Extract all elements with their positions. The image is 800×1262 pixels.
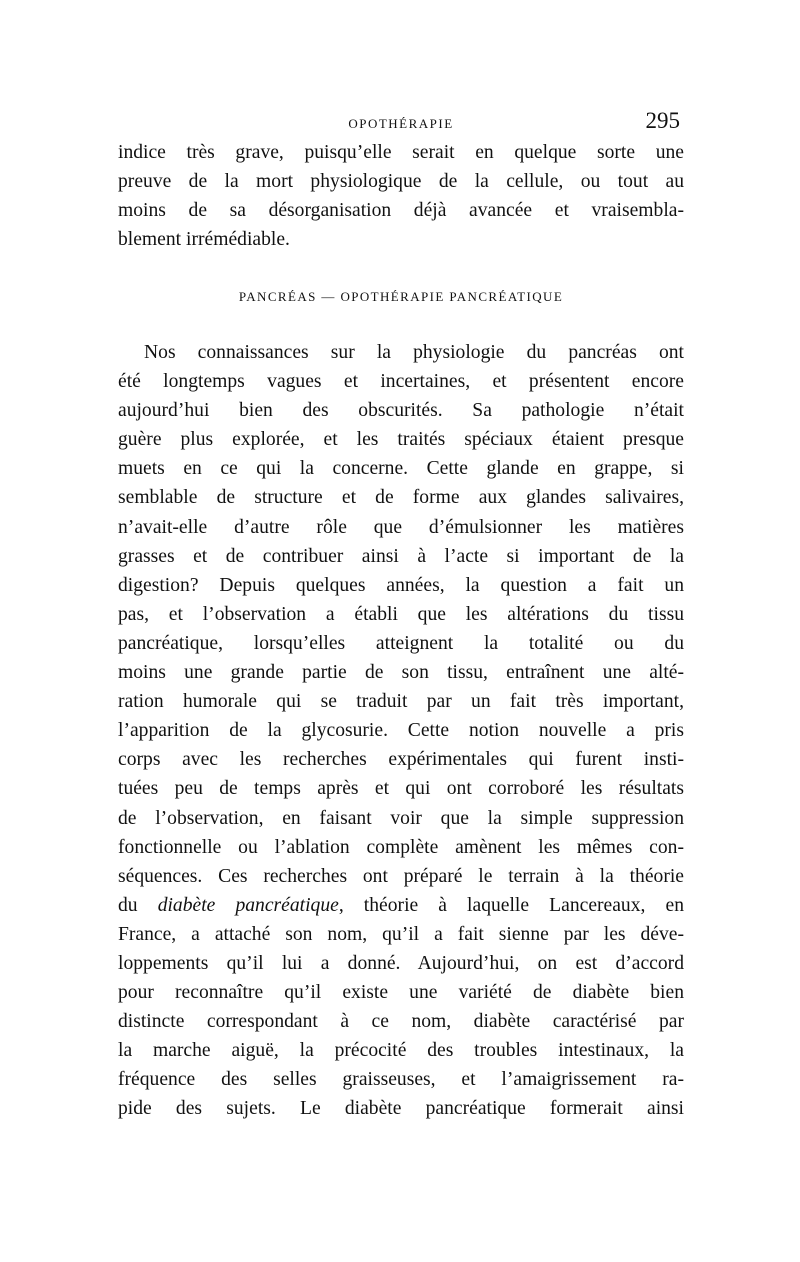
running-head xyxy=(118,108,684,138)
text-line: moins une grande partie de son tissu, entraînent une alté- xyxy=(118,662,684,684)
text-line: digestion? Depuis quelques années, la question a fait un xyxy=(118,574,684,596)
text-line: aujourd’hui bien des obscurités. Sa pathologie n’était xyxy=(118,400,684,422)
text-line: indice très grave, puisqu’elle serait en quelque sorte une xyxy=(118,142,684,163)
text-line: pas, et l’observation a établi que les altérations du tissu xyxy=(118,603,684,625)
paragraph-continuation xyxy=(118,138,684,254)
text-fragment: du xyxy=(118,894,158,916)
text-line: semblable de structure et de forme aux glandes salivaires, xyxy=(118,487,684,509)
text-line: n’avait-elle d’autre rôle que d’émulsionner les matières xyxy=(118,516,684,538)
text-line: distincte correspondant à ce nom, diabète caractérisé par xyxy=(118,1011,684,1033)
text-line: pour reconnaître qu’il existe une variété de diabète bien xyxy=(118,982,684,1004)
running-title: OPOTHÉRAPIE xyxy=(348,116,454,131)
italic-term: diabète pancréatique xyxy=(157,894,339,916)
text-line: Nos connaissances sur la physiologie du pancréas ont xyxy=(144,342,684,363)
text-line: été longtemps vagues et incertaines, et présentent encore xyxy=(118,371,684,393)
text-line: la marche aiguë, la précocité des troubles intestinaux, la xyxy=(118,1040,684,1062)
text-line: muets en ce qui la concerne. Cette glande en grappe, si xyxy=(118,458,684,480)
text-line: blement irrémédiable. xyxy=(118,229,290,251)
text-line: pide des sujets. Le diabète pancréatique formerait ainsi xyxy=(118,1098,684,1120)
text-line: corps avec les recherches expérimentales qui furent insti- xyxy=(118,749,684,771)
text-line: ration humorale qui se traduit par un fait très important, xyxy=(118,691,684,713)
text-line: fonctionnelle ou l’ablation complète amènent les mêmes con- xyxy=(118,836,684,858)
text-line: moins de sa désorganisation déjà avancée et vraisembla- xyxy=(118,200,684,222)
text-line: guère plus explorée, et les traités spéciaux étaient presque xyxy=(118,429,684,451)
section-heading: PANCRÉAS — OPOTHÉRAPIE PANCRÉATIQUE xyxy=(238,289,564,304)
text-line: preuve de la mort physiologique de la cellule, ou tout au xyxy=(118,171,684,193)
text-line: séquences. Ces recherches ont préparé le terrain à la théorie xyxy=(118,865,684,887)
text-line: loppements qu’il lui a donné. Aujourd’hui, on est d’accord xyxy=(118,952,684,974)
text-fragment: , théorie à laquelle Lancereaux, en xyxy=(338,894,684,916)
page-number: 295 xyxy=(645,108,680,133)
text-line-with-italic xyxy=(118,891,684,920)
text-line: de l’observation, en faisant voir que la simple suppression xyxy=(118,807,684,829)
text-line: fréquence des selles graisseuses, et l’amaigrissement ra- xyxy=(118,1069,684,1091)
text-line: France, a attaché son nom, qu’il a fait sienne par les déve- xyxy=(118,923,684,945)
text-line: tuées peu de temps après et qui ont corroboré les résultats xyxy=(118,778,684,800)
paragraph-pancreas xyxy=(118,338,684,1124)
text-line: pancréatique, lorsqu’elles atteignent la totalité ou du xyxy=(118,632,684,654)
text-line: l’apparition de la glycosurie. Cette notion nouvelle a pris xyxy=(118,720,684,742)
text-line: grasses et de contribuer ainsi à l’acte si important de la xyxy=(118,545,684,567)
